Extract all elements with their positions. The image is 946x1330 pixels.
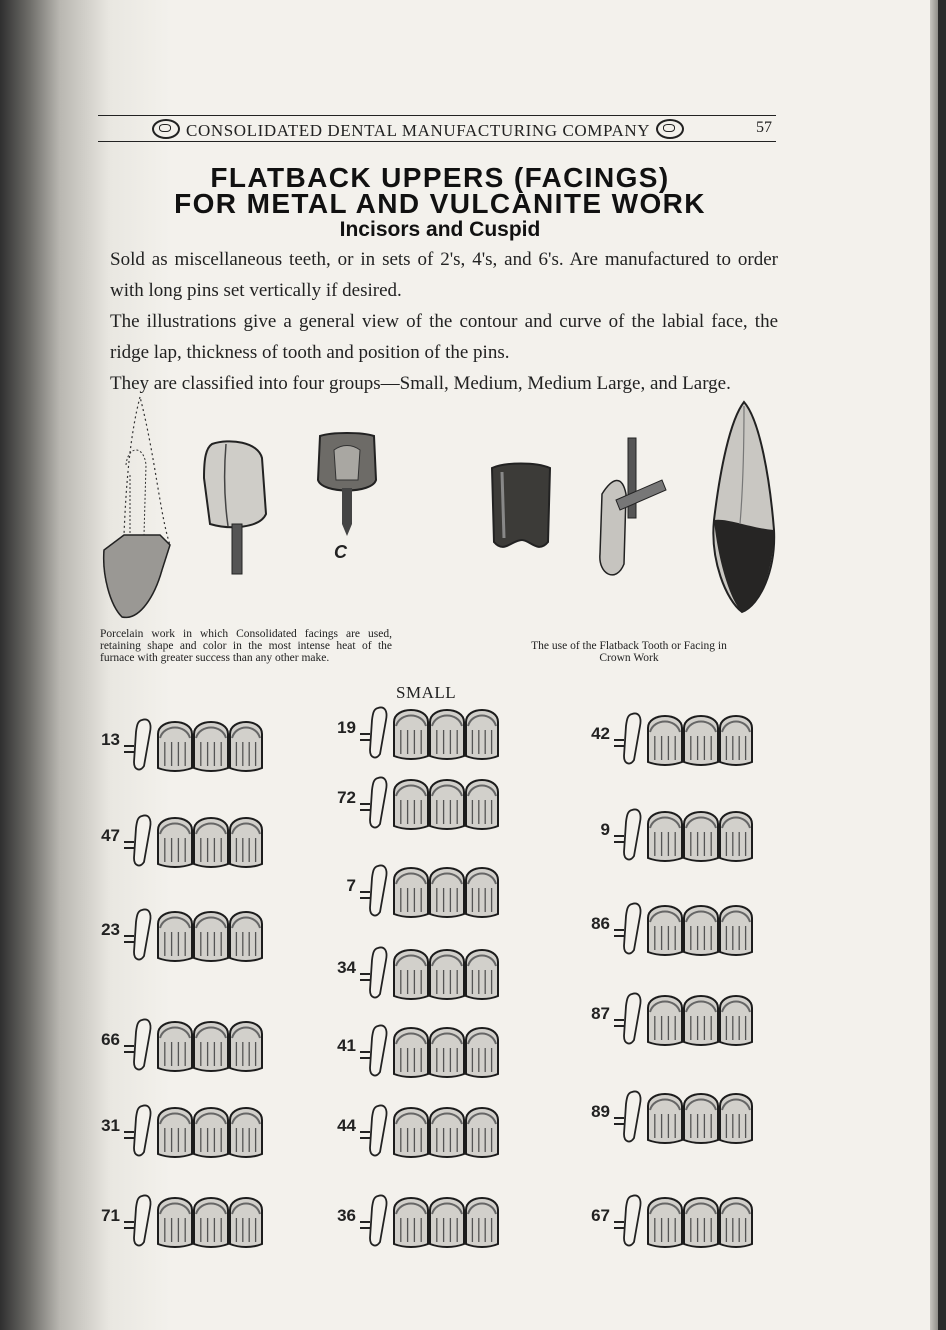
intro-text [110, 244, 778, 399]
tooth-icon [394, 950, 428, 999]
company-logo-icon [656, 119, 684, 139]
tooth-icon [720, 812, 752, 861]
tooth-icon [430, 1198, 464, 1247]
tooth-set-illustration [358, 1098, 508, 1162]
tooth-icon [466, 780, 498, 829]
tooth-icon [430, 950, 464, 999]
mould-number: 86 [591, 914, 610, 933]
tooth-set-illustration [122, 1012, 272, 1076]
tooth-icon [466, 1028, 498, 1077]
tooth-set-illustration [612, 986, 762, 1050]
mould-number: 42 [591, 724, 610, 743]
tooth-set-row [101, 1098, 272, 1162]
tooth-icon [394, 780, 428, 829]
tooth-icon [466, 868, 498, 917]
mould-number: 36 [337, 1206, 356, 1225]
mould-number: 87 [591, 1004, 610, 1023]
mould-number: 89 [591, 1102, 610, 1121]
tooth-set-illustration [122, 902, 272, 966]
tooth-icon [430, 1028, 464, 1077]
tooth-set-illustration [358, 700, 508, 764]
title-line-1: FLATBACK UPPERS (FACINGS) [210, 162, 670, 193]
header-rule-top [98, 115, 776, 116]
tooth-icon [394, 1198, 428, 1247]
tooth-icon [194, 912, 228, 961]
facing-side-view [200, 438, 268, 578]
tooth-set-row [101, 902, 272, 966]
tooth-icon [230, 1108, 262, 1157]
tooth-set-row [337, 770, 508, 834]
tooth-icon [430, 868, 464, 917]
tooth-set-row [101, 1012, 272, 1076]
mould-number: 72 [337, 788, 356, 807]
tooth-icon [648, 906, 682, 955]
tooth-set-illustration [612, 706, 762, 770]
tooth-set-row [101, 808, 272, 872]
paragraph: They are classified into four groups—Small, Medium, Medium Large, and Large. [110, 373, 731, 394]
tooth-icon [158, 1198, 192, 1247]
mould-number: 34 [337, 958, 356, 977]
tooth-set-illustration [358, 940, 508, 1004]
tooth-set-row [346, 858, 508, 922]
mould-number: 47 [101, 826, 120, 845]
tooth-icon [194, 722, 228, 771]
mould-number: 23 [101, 920, 120, 939]
tooth-icon [194, 818, 228, 867]
tooth-set-row [101, 1188, 272, 1252]
tooth-icon [684, 716, 718, 765]
tooth-icon [648, 716, 682, 765]
tooth-icon [394, 1108, 428, 1157]
mould-number: 13 [101, 730, 120, 749]
crown-tooth-view [700, 400, 780, 615]
tooth-icon [158, 722, 192, 771]
tooth-icon [230, 912, 262, 961]
tooth-set-illustration [358, 858, 508, 922]
tooth-set-row [337, 940, 508, 1004]
tooth-set-row [337, 1188, 508, 1252]
header-line [146, 119, 690, 141]
mould-number: 67 [591, 1206, 610, 1225]
tooth-icon [230, 818, 262, 867]
page-edge [930, 0, 938, 1330]
mould-number: 7 [346, 876, 356, 895]
tooth-set-row [337, 1098, 508, 1162]
tooth-icon [230, 722, 262, 771]
facing-lingual-view [312, 430, 382, 540]
tooth-icon [430, 1108, 464, 1157]
group-label: SMALL [396, 683, 457, 702]
tooth-icon [466, 1198, 498, 1247]
tooth-icon [648, 996, 682, 1045]
tooth-icon [466, 710, 498, 759]
tooth-icon [684, 996, 718, 1045]
tooth-set-illustration [612, 896, 762, 960]
paragraph: Sold as miscellaneous teeth, or in sets of 2's, 4's, and 6's. Are manufactured to order with long pins set vertically if desired. [110, 249, 778, 301]
tooth-set-illustration [612, 802, 762, 866]
mould-number: 19 [337, 718, 356, 737]
mould-number: 66 [101, 1030, 120, 1049]
tooth-set-row [591, 896, 762, 960]
tooth-icon [158, 1022, 192, 1071]
title-line-2: FOR METAL AND VULCANITE WORK [174, 188, 706, 219]
tooth-icon [394, 868, 428, 917]
tooth-icon [230, 1022, 262, 1071]
tooth-set-row [337, 1018, 508, 1082]
tooth-set-row [101, 712, 272, 776]
tooth-icon [466, 950, 498, 999]
mould-number: 44 [337, 1116, 356, 1135]
tooth-set-illustration [122, 712, 272, 776]
tooth-set-row [591, 1084, 762, 1148]
facing-front-view [486, 462, 556, 562]
tooth-icon [648, 1198, 682, 1247]
tooth-icon [720, 1198, 752, 1247]
tooth-icon [684, 812, 718, 861]
mould-number: 41 [337, 1036, 356, 1055]
tooth-set-illustration [612, 1188, 762, 1252]
header-rule-bottom [98, 141, 776, 142]
tooth-icon [684, 906, 718, 955]
tooth-icon [720, 716, 752, 765]
tooth-icon [720, 996, 752, 1045]
mould-number: 9 [600, 820, 610, 839]
subtitle: Incisors and Cuspid [339, 218, 541, 241]
tooth-icon [158, 912, 192, 961]
page-number: 57 [756, 119, 772, 136]
tooth-icon [430, 780, 464, 829]
porcelain-crown-illustration [100, 395, 180, 625]
tooth-icon [394, 710, 428, 759]
tooth-icon [720, 906, 752, 955]
tooth-icon [158, 818, 192, 867]
tooth-set-row [591, 1188, 762, 1252]
tooth-icon [466, 1108, 498, 1157]
caption-right: The use of the Flatback Tooth or Facing in Crown Work [531, 640, 727, 664]
tooth-set-illustration [358, 770, 508, 834]
tooth-set-illustration [358, 1018, 508, 1082]
figure-label-c: C [334, 542, 347, 562]
tooth-icon [194, 1198, 228, 1247]
tooth-set-row [600, 802, 762, 866]
running-header [98, 115, 776, 145]
tooth-icon [430, 710, 464, 759]
tooth-icon [194, 1022, 228, 1071]
company-logo-icon [152, 119, 180, 139]
tooth-icon [720, 1094, 752, 1143]
tooth-set-illustration [358, 1188, 508, 1252]
tooth-icon [230, 1198, 262, 1247]
tooth-icon [684, 1198, 718, 1247]
tooth-icon [158, 1108, 192, 1157]
tooth-icon [394, 1028, 428, 1077]
tooth-set-illustration [122, 1098, 272, 1162]
mould-number: 31 [101, 1116, 120, 1135]
tooth-set-row [591, 986, 762, 1050]
paragraph: The illustrations give a general view of the contour and curve of the labial face, the ridge lap, thickness of tooth and position of the pins. [110, 311, 778, 363]
caption-left: Porcelain work in which Consolidated facings are used, retaining shape and color in the most intense heat of the furnace with greater success than any other make. [100, 628, 392, 664]
tooth-icon [194, 1108, 228, 1157]
tooth-set-illustration [122, 1188, 272, 1252]
tooth-icon [648, 1094, 682, 1143]
tooth-set-illustration [612, 1084, 762, 1148]
tooth-icon [648, 812, 682, 861]
tooth-set-row [337, 700, 508, 764]
mould-number: 71 [101, 1206, 120, 1225]
tooth-icon [684, 1094, 718, 1143]
tooth-set-illustration [122, 808, 272, 872]
company-name: CONSOLIDATED DENTAL MANUFACTURING COMPANY [186, 121, 651, 140]
crown-pin-assembly [592, 434, 672, 584]
tooth-set-row [591, 706, 762, 770]
